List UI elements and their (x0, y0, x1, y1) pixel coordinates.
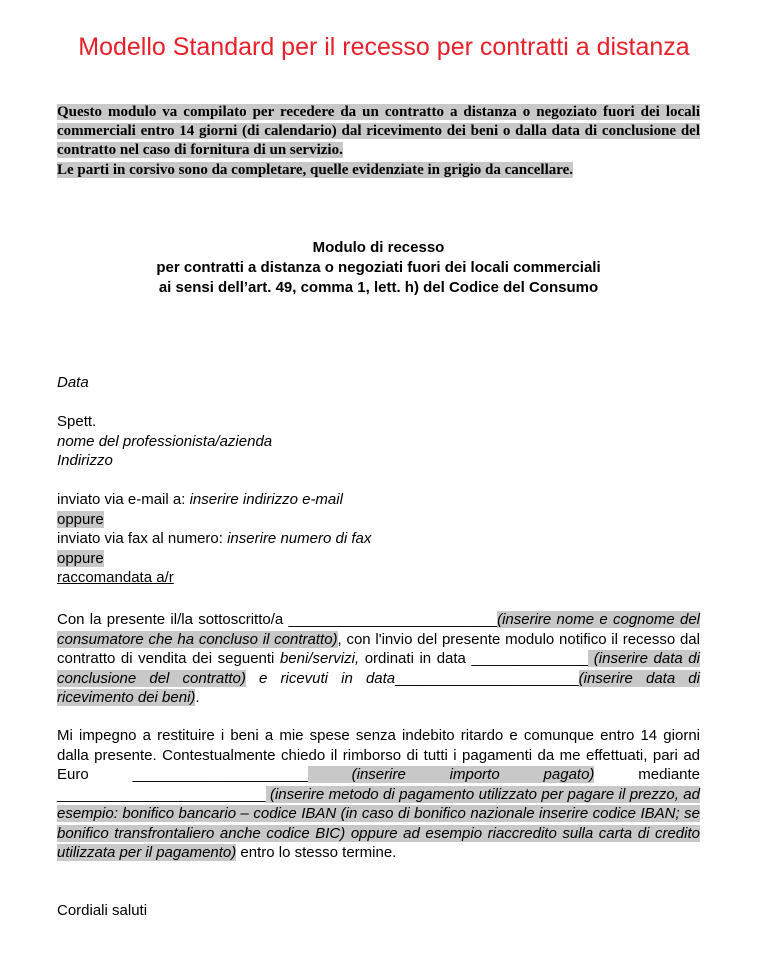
fax-line (57, 529, 371, 549)
salutation: Spett. (57, 413, 97, 430)
recipient-name-field: nome del professionista/azienda (57, 432, 273, 450)
closing: Cordiali saluti (57, 902, 148, 919)
received-date-label: e ricevuti in data (245, 669, 396, 687)
or-line-1 (57, 510, 104, 530)
form-heading-line-1: Modulo di recesso (312, 239, 445, 256)
amount-blank: _____________________ (132, 766, 308, 783)
refund-paragraph (57, 726, 700, 863)
payment-method-blank: _________________________ (57, 785, 266, 803)
email-label: inviato via e-mail a: (57, 491, 190, 508)
or-text: oppure (57, 510, 104, 528)
order-date-placeholder: (inserire data di conclusione del contratto) (57, 650, 700, 687)
form-heading (57, 238, 700, 298)
body-text: ordinati in data (359, 650, 472, 667)
or-text: oppure (57, 549, 104, 567)
fax-field: inserire numero di fax (227, 530, 372, 547)
date-field: Data (57, 374, 89, 391)
or-line-2 (57, 549, 104, 569)
consumer-name-placeholder: (inserire nome e cognome del consumatore che ha concluso il contratto) (57, 611, 700, 648)
recipient-address-field: Indirizzo (57, 452, 113, 469)
consumer-name-blank: _________________________ (288, 611, 498, 628)
body-text: mediante (594, 766, 701, 783)
body-text: entro lo stesso termine. (236, 844, 397, 861)
page-title: Modello Standard per il recesso per contratti a distanza (78, 33, 690, 61)
body-text: , con l'invio del presente modulo notifico il recesso dal contratto di vendita dei seguenti (57, 630, 700, 667)
received-date-placeholder: (inserire data di ricevimento dei beni) (57, 669, 700, 706)
goods-services-field: beni/servizi, (279, 650, 360, 667)
email-line (57, 490, 343, 510)
fax-label: inviato via fax al numero: (57, 530, 228, 547)
instructions-paragraph-2: Le parti in corsivo sono da completare, quelle evidenziate in grigio da cancellare. (57, 161, 574, 178)
payment-method-placeholder: (inserire metodo di pagamento utilizzato per pagare il prezzo, ad esempio: bonifico bancario – codice IBAN (in caso di bonifico nazionale inserire codice IBAN; se bonifico transfrontaliero anche codice BIC) oppure ad esempio riaccredito sulla carta di credito utilizzata per il pagamento) (57, 785, 700, 861)
order-date-blank: ______________ (471, 650, 589, 667)
instructions-block (57, 103, 700, 180)
form-heading-line-3: ai sensi dell’art. 49, comma 1, lett. h) del Codice del Consumo (158, 279, 599, 296)
registered-mail-line: raccomandata a/r (57, 569, 174, 586)
body-text: . (195, 689, 200, 706)
withdrawal-paragraph (57, 610, 700, 708)
email-field: inserire indirizzo e-mail (189, 491, 343, 508)
body-text: Con la presente il/la sottoscritto/a (57, 611, 289, 628)
form-heading-line-2: per contratti a distanza o negoziati fuori dei locali commerciali (156, 259, 601, 276)
received-date-blank: ______________________ (395, 669, 579, 687)
amount-placeholder: (inserire importo pagato) (307, 766, 595, 783)
instructions-paragraph-1: Questo modulo va compilato per recedere da un contratto a distanza o negoziato fuori dei locali commerciali entro 14 giorni (di calendario) dal ricevimento dei beni o dalla data di conclusione del contratto nel caso di fornitura di un servizio. (57, 104, 700, 159)
body-text: Mi impegno a restituire i beni a mie spese senza indebito ritardo e comunque entro 14 giorni dalla presente. Contestualmente chiedo il rimborso di tutti i pagamenti da me effettuati, pari ad Euro (57, 727, 700, 783)
